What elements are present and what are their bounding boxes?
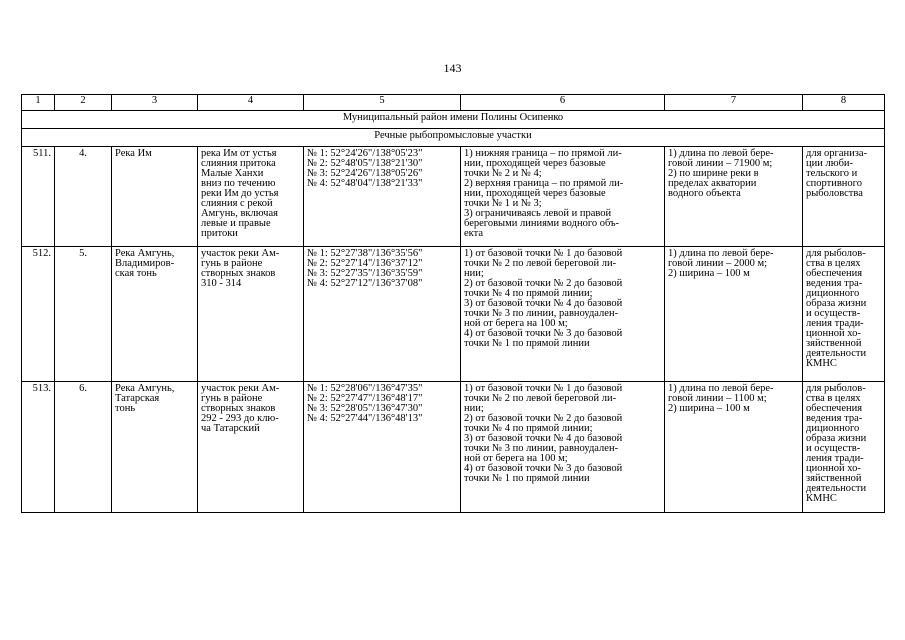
district-title: Муниципальный район имени Полины Осипенко	[22, 111, 885, 129]
area-dimensions: 1) длина по левой бере- говой линии – 71900 м; 2) по ширине реки в пределах акватории водного объекта	[665, 147, 803, 247]
table-row	[22, 147, 885, 247]
table-row	[22, 382, 885, 513]
row-sub-number: 4.	[55, 147, 112, 247]
row-sub-number: 5.	[55, 247, 112, 382]
section-title: Речные рыбопромысловые участки	[22, 129, 885, 147]
area-boundaries: 1) нижняя граница – по прямой ли- нии, проходящей через базовые точки № 2 и № 4; 2) верхняя граница – по прямой ли- нии, проходящей через базовые точки № 1 и № 3; 3) ограничиваясь левой и правой береговыми линиями водного объ- екта	[461, 147, 665, 247]
area-name: Река Амгунь, Владимиров- ская тонь	[112, 247, 198, 382]
column-number: 6	[461, 95, 665, 111]
area-dimensions: 1) длина по левой бере- говой линии – 2000 м; 2) ширина – 100 м	[665, 247, 803, 382]
column-number: 5	[304, 95, 461, 111]
table-row	[22, 247, 885, 382]
area-purpose: для рыболов- ства в целях обеспечения ведения тра- диционного образа жизни и осуществ- ления тради- ционной хо- зяйственной деятельности КМНС	[803, 382, 885, 513]
row-number: 511.	[22, 147, 55, 247]
column-number: 8	[803, 95, 885, 111]
area-location: река Им от устья слияния притока Малые Ханхи вниз по течению реки Им до устья слияния с рекой Амгунь, включая левые и правые притоки	[198, 147, 304, 247]
column-number: 2	[55, 95, 112, 111]
area-dimensions: 1) длина по левой бере- говой линии – 1100 м; 2) ширина – 100 м	[665, 382, 803, 513]
area-name: Река Амгунь, Татарская тонь	[112, 382, 198, 513]
base-point-coordinates: № 1: 52°28'06"/136°47'35" № 2: 52°27'47"/136°48'17" № 3: 52°28'05"/136°47'30" № 4: 52°27'44"/136°48'13"	[304, 382, 461, 513]
page-number: 143	[443, 61, 462, 75]
base-point-coordinates: № 1: 52°27'38"/136°35'56" № 2: 52°27'14"/136°37'12" № 3: 52°27'35"/136°35'59" № 4: 52°27'12"/136°37'08"	[304, 247, 461, 382]
area-location: участок реки Ам- гунь в районе створных знаков 310 - 314	[198, 247, 304, 382]
column-number: 1	[22, 95, 55, 111]
column-number: 4	[198, 95, 304, 111]
area-location: участок реки Ам- гунь в районе створных знаков 292 - 293 до клю- ча Татарский	[198, 382, 304, 513]
column-number-row	[22, 95, 885, 111]
area-name: Река Им	[112, 147, 198, 247]
column-number: 3	[112, 95, 198, 111]
column-number: 7	[665, 95, 803, 111]
row-number: 513.	[22, 382, 55, 513]
row-sub-number: 6.	[55, 382, 112, 513]
area-purpose: для организа- ции люби- тельского и спортивного рыболовства	[803, 147, 885, 247]
section-title-row	[22, 129, 885, 147]
row-number: 512.	[22, 247, 55, 382]
fishing-areas-table	[21, 94, 885, 513]
district-title-row	[22, 111, 885, 129]
area-boundaries: 1) от базовой точки № 1 до базовой точки № 2 по левой береговой ли- нии; 2) от базовой точки № 2 до базовой точки № 4 по прямой линии; 3) от базовой точки № 4 до базовой точки № 3 по линии, равноудален- ной от берега на 100 м; 4) от базовой точки № 3 до базовой точки № 1 по прямой линии	[461, 247, 665, 382]
area-boundaries: 1) от базовой точки № 1 до базовой точки № 2 по левой береговой ли- нии; 2) от базовой точки № 2 до базовой точки № 4 по прямой линии; 3) от базовой точки № 4 до базовой точки № 3 по линии, равноудален- ной от берега на 100 м; 4) от базовой точки № 3 до базовой точки № 1 по прямой линии	[461, 382, 665, 513]
area-purpose: для рыболов- ства в целях обеспечения ведения тра- диционного образа жизни и осуществ- ления тради- ционной хо- зяйственной деятельности КМНС	[803, 247, 885, 382]
base-point-coordinates: № 1: 52°24'26"/138°05'23" № 2: 52°48'05"/138°21'30" № 3: 52°24'26"/138°05'26" № 4: 52°48'04"/138°21'33"	[304, 147, 461, 247]
